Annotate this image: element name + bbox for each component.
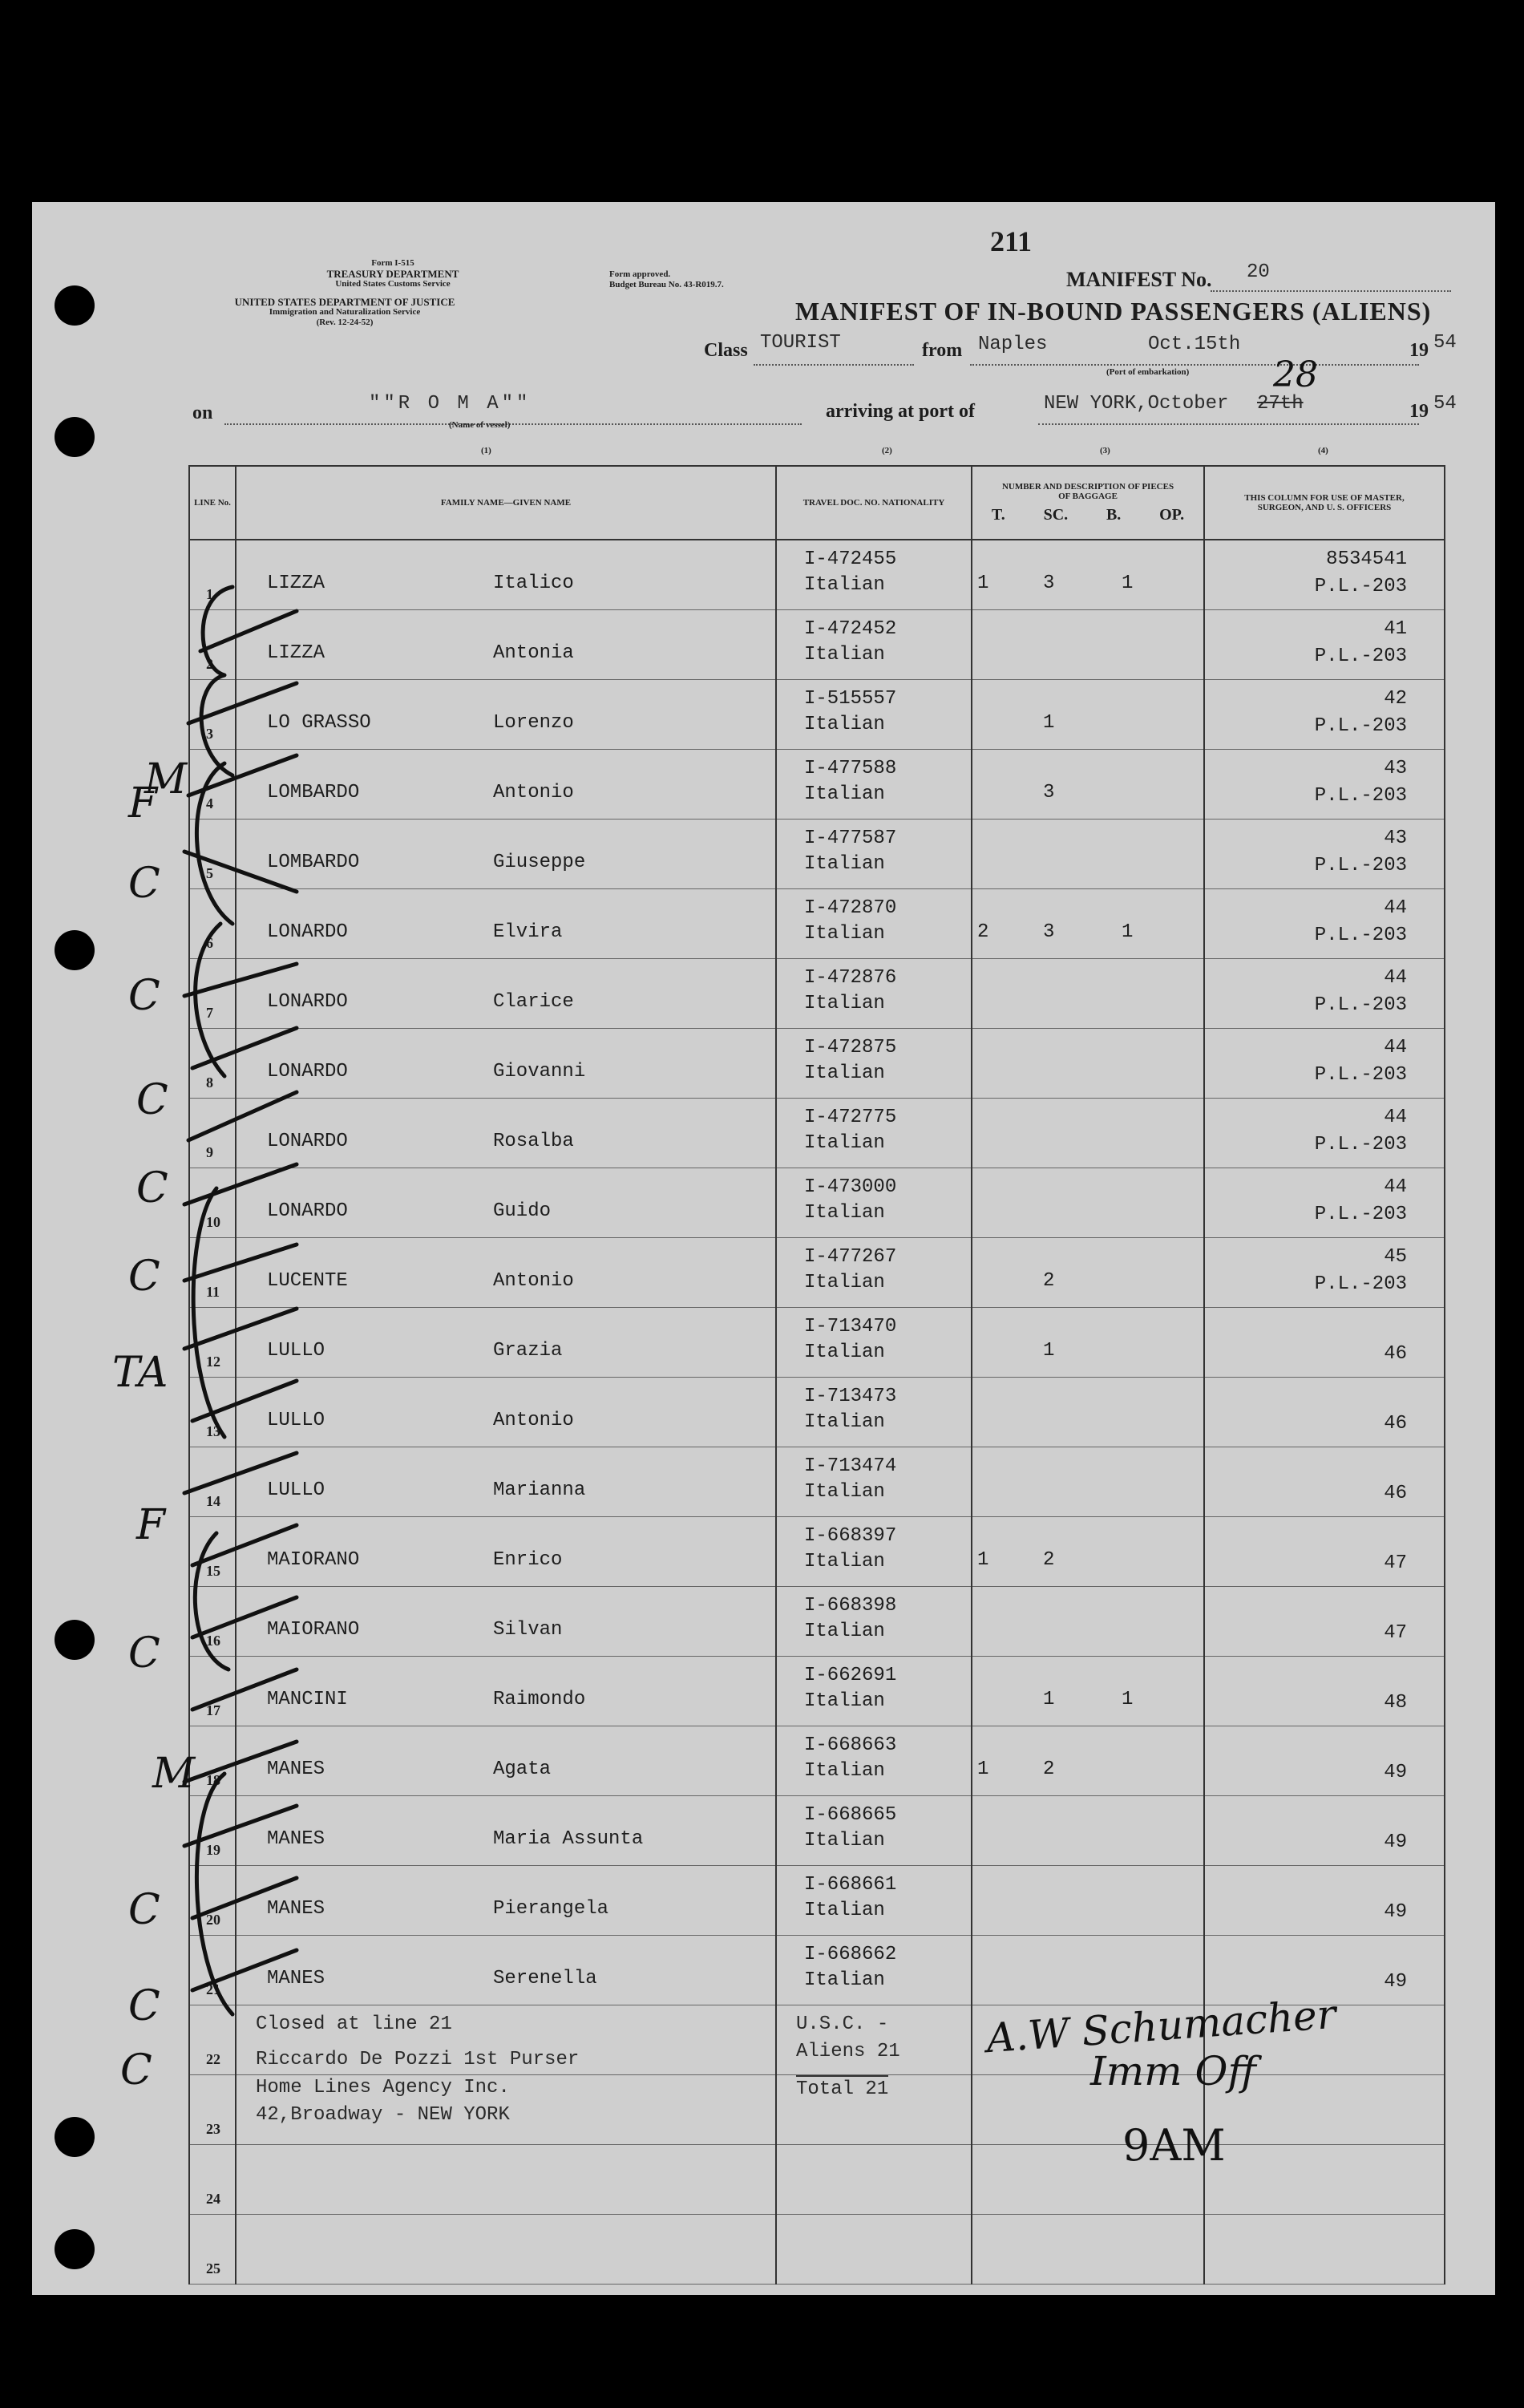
travel-doc-number: I-472876 bbox=[804, 967, 897, 989]
officer-note-1: 44 bbox=[1384, 967, 1407, 989]
arrival-port-date: NEW YORK,October bbox=[1044, 393, 1229, 415]
given-name: Antonia bbox=[493, 642, 574, 664]
officer-note-2: 49 bbox=[1384, 1831, 1407, 1853]
officer-note-2: P.L.-203 bbox=[1314, 855, 1407, 876]
officer-note-2: P.L.-203 bbox=[1314, 715, 1407, 737]
officer-note-1: 8534541 bbox=[1326, 548, 1407, 570]
margin-note: C bbox=[128, 1253, 160, 1301]
travel-doc-number: I-668663 bbox=[804, 1734, 897, 1756]
bag-suitcases: 3 bbox=[1043, 573, 1055, 594]
nationality: Italian bbox=[804, 1900, 885, 1921]
given-name: Giuseppe bbox=[493, 852, 586, 873]
family-name: LIZZA bbox=[267, 573, 325, 594]
col-travel-doc: TRAVEL DOC. NO. NATIONALITY bbox=[776, 466, 972, 540]
family-name: MAIORANO bbox=[267, 1549, 360, 1571]
table-row bbox=[189, 1657, 1445, 1726]
family-name: MANCINI bbox=[267, 1689, 348, 1710]
given-name: Lorenzo bbox=[493, 712, 574, 734]
bag-suitcases: 1 bbox=[1043, 1340, 1055, 1362]
officer-note-1: 45 bbox=[1384, 1246, 1407, 1268]
family-name: LOMBARDO bbox=[267, 782, 360, 803]
nationality: Italian bbox=[804, 1481, 885, 1503]
given-name: Silvan bbox=[493, 1619, 563, 1641]
nationality: Italian bbox=[804, 714, 885, 735]
binder-hole bbox=[55, 417, 95, 457]
margin-note: C bbox=[128, 1886, 160, 1934]
family-name: LONARDO bbox=[267, 1200, 348, 1222]
nationality: Italian bbox=[804, 1830, 885, 1852]
col-num-4: (4) bbox=[1318, 446, 1328, 455]
line-number: 7 bbox=[206, 1005, 213, 1021]
bag-suitcases: 3 bbox=[1043, 782, 1055, 803]
margin-note: C bbox=[128, 860, 160, 908]
table-row bbox=[189, 610, 1445, 680]
bag-suitcases: 1 bbox=[1043, 1689, 1055, 1710]
arrival-day-crossed: 27th bbox=[1257, 393, 1304, 415]
closed-note: Closed at line 21 bbox=[256, 2013, 452, 2035]
line-number: 10 bbox=[206, 1214, 220, 1230]
nationality: Italian bbox=[804, 1411, 885, 1433]
nationality: Italian bbox=[804, 1621, 885, 1642]
margin-note: TA bbox=[112, 1349, 168, 1397]
given-name: Antonio bbox=[493, 782, 574, 803]
travel-doc-number: I-713474 bbox=[804, 1455, 897, 1477]
total-count: Total 21 bbox=[796, 2075, 888, 2100]
officer-note-2: P.L.-203 bbox=[1314, 1273, 1407, 1295]
purser: Riccardo De Pozzi 1st Purser bbox=[256, 2049, 580, 2070]
margin-note: C bbox=[136, 1076, 168, 1124]
bag-boxes: 1 bbox=[1122, 921, 1134, 943]
margin-note: F bbox=[136, 1501, 166, 1549]
family-name: MANES bbox=[267, 1828, 325, 1850]
nationality: Italian bbox=[804, 783, 885, 805]
given-name: Clarice bbox=[493, 991, 574, 1013]
from-port: Naples bbox=[978, 334, 1048, 355]
table-row bbox=[189, 1029, 1445, 1099]
col-num-2: (2) bbox=[882, 446, 892, 455]
table-row bbox=[189, 1726, 1445, 1796]
col-officers: THIS COLUMN FOR USE OF MASTER, SURGEON, AND U. S. OFFICERS bbox=[1204, 466, 1445, 540]
nationality: Italian bbox=[804, 574, 885, 596]
officer-note-2: P.L.-203 bbox=[1314, 576, 1407, 597]
family-name: MAIORANO bbox=[267, 1619, 360, 1641]
col-num-3: (3) bbox=[1100, 446, 1110, 455]
bag-boxes: 1 bbox=[1122, 573, 1134, 594]
line-number: 2 bbox=[206, 656, 213, 672]
vessel-name: ""R O M A"" bbox=[369, 393, 532, 415]
officer-note-2: 46 bbox=[1384, 1343, 1407, 1365]
travel-doc-number: I-662691 bbox=[804, 1665, 897, 1686]
table-header-row bbox=[189, 466, 1445, 540]
binder-hole bbox=[55, 1620, 95, 1660]
officer-note-2: 46 bbox=[1384, 1483, 1407, 1504]
given-name: Serenella bbox=[493, 1968, 597, 1989]
officer-note-1: 43 bbox=[1384, 828, 1407, 849]
line-number: 19 bbox=[206, 1842, 220, 1858]
family-name: MANES bbox=[267, 1898, 325, 1920]
family-name: MANES bbox=[267, 1968, 325, 1989]
margin-note: C bbox=[128, 972, 160, 1020]
travel-doc-number: I-713470 bbox=[804, 1316, 897, 1338]
given-name: Grazia bbox=[493, 1340, 563, 1362]
table-row bbox=[189, 1099, 1445, 1168]
bag-trunks: 1 bbox=[977, 1758, 989, 1780]
line-number: 11 bbox=[206, 1284, 220, 1300]
line-number: 15 bbox=[206, 1563, 220, 1579]
col-bag-op: OP. bbox=[1159, 505, 1185, 524]
inspector-title: Imm Off bbox=[1090, 2048, 1256, 2094]
line-number: 1 bbox=[206, 586, 213, 602]
bag-boxes: 1 bbox=[1122, 1689, 1134, 1710]
bag-suitcases: 3 bbox=[1043, 921, 1055, 943]
travel-doc-number: I-668661 bbox=[804, 1874, 897, 1896]
officer-note-2: 47 bbox=[1384, 1552, 1407, 1574]
travel-doc-number: I-515557 bbox=[804, 688, 897, 710]
margin-note: C bbox=[128, 1982, 160, 2030]
col-bag-b: B. bbox=[1106, 505, 1122, 524]
travel-doc-number: I-477587 bbox=[804, 828, 897, 849]
given-name: Enrico bbox=[493, 1549, 563, 1571]
year-prefix-1: 19 bbox=[1409, 340, 1429, 361]
departure-date: Oct.15th bbox=[1148, 334, 1241, 355]
agency: Home Lines Agency Inc. bbox=[256, 2077, 510, 2098]
given-name: Agata bbox=[493, 1758, 552, 1780]
officer-note-2: 49 bbox=[1384, 1971, 1407, 1993]
table-row bbox=[189, 1238, 1445, 1308]
nationality: Italian bbox=[804, 1132, 885, 1154]
line-number: 5 bbox=[206, 865, 213, 881]
margin-note: C bbox=[120, 2046, 152, 2094]
aliens-count: Aliens 21 bbox=[796, 2041, 900, 2062]
officer-note-2: P.L.-203 bbox=[1314, 1064, 1407, 1086]
officer-signature: A.W Schumacher bbox=[984, 1990, 1338, 2062]
officer-note-1: 41 bbox=[1384, 618, 1407, 640]
family-name: MANES bbox=[267, 1758, 325, 1780]
nationality: Italian bbox=[804, 923, 885, 945]
table-row: 22 Closed at line 21 Riccardo De Pozzi 1st Purser U.S.C. - Aliens 21 bbox=[189, 2005, 1445, 2075]
travel-doc-number: I-472455 bbox=[804, 548, 897, 570]
line-number: 13 bbox=[206, 1423, 220, 1439]
year-prefix-2: 19 bbox=[1409, 401, 1429, 422]
manifest-number: 20 bbox=[1247, 261, 1270, 283]
given-name: Marianna bbox=[493, 1479, 586, 1501]
page-number: 211 bbox=[990, 225, 1033, 257]
given-name: Giovanni bbox=[493, 1061, 586, 1083]
usc-count: U.S.C. - bbox=[796, 2013, 889, 2035]
table-row bbox=[189, 1168, 1445, 1238]
travel-doc-number: I-668665 bbox=[804, 1804, 897, 1826]
table-row: 24 bbox=[189, 2145, 1445, 2215]
table-row bbox=[189, 1378, 1445, 1447]
family-name: LOMBARDO bbox=[267, 852, 360, 873]
given-name: Pierangela bbox=[493, 1898, 609, 1920]
bag-trunks: 1 bbox=[977, 573, 989, 594]
officer-note-2: P.L.-203 bbox=[1314, 925, 1407, 946]
officer-note-1: 44 bbox=[1384, 897, 1407, 919]
table-row bbox=[189, 1517, 1445, 1587]
travel-doc-number: I-472870 bbox=[804, 897, 897, 919]
vessel-caption: (Name of vessel) bbox=[449, 420, 511, 430]
line-number: 12 bbox=[206, 1354, 220, 1370]
travel-doc-number: I-477267 bbox=[804, 1246, 897, 1268]
officer-note-1: 44 bbox=[1384, 1107, 1407, 1128]
given-name: Rosalba bbox=[493, 1131, 574, 1152]
given-name: Italico bbox=[493, 573, 574, 594]
officer-note-2: P.L.-203 bbox=[1314, 785, 1407, 807]
form-number: Form I-515 TREASURY DEPARTMENT United States Customs Service bbox=[326, 258, 459, 289]
officer-note-2: 48 bbox=[1384, 1692, 1407, 1714]
given-name: Maria Assunta bbox=[493, 1828, 644, 1850]
col-bag-sc: SC. bbox=[1043, 505, 1069, 524]
travel-doc-number: I-472452 bbox=[804, 618, 897, 640]
officer-note-2: P.L.-203 bbox=[1314, 1204, 1407, 1225]
line-number: 18 bbox=[206, 1772, 220, 1788]
port-embark-caption: (Port of embarkation) bbox=[1106, 367, 1190, 377]
line-number: 14 bbox=[206, 1493, 220, 1509]
col-name: FAMILY NAME—GIVEN NAME bbox=[236, 466, 776, 540]
arrival-day-corrected: 28 bbox=[1273, 354, 1318, 395]
officer-note-1: 42 bbox=[1384, 688, 1407, 710]
travel-doc-number: I-713473 bbox=[804, 1386, 897, 1407]
line-number: 3 bbox=[206, 726, 213, 742]
bag-suitcases: 2 bbox=[1043, 1270, 1055, 1292]
bag-suitcases: 2 bbox=[1043, 1549, 1055, 1571]
table-row bbox=[189, 1587, 1445, 1657]
table-row: 25 bbox=[189, 2215, 1445, 2285]
nationality: Italian bbox=[804, 1551, 885, 1572]
table-row bbox=[189, 680, 1445, 750]
table-row bbox=[189, 540, 1445, 610]
officer-note-2: 47 bbox=[1384, 1622, 1407, 1644]
table-row bbox=[189, 1447, 1445, 1517]
nationality: Italian bbox=[804, 1202, 885, 1224]
travel-doc-number: I-668398 bbox=[804, 1595, 897, 1617]
on-label: on bbox=[192, 403, 213, 423]
manifest-title: MANIFEST OF IN-BOUND PASSENGERS (ALIENS) bbox=[795, 297, 1432, 326]
given-name: Guido bbox=[493, 1200, 552, 1222]
line-number: 6 bbox=[206, 935, 213, 951]
table-row bbox=[189, 820, 1445, 889]
class-label: Class bbox=[704, 340, 748, 361]
family-name: LIZZA bbox=[267, 642, 325, 664]
margin-note: M bbox=[144, 755, 188, 803]
nationality: Italian bbox=[804, 644, 885, 666]
margin-note: C bbox=[128, 1629, 160, 1678]
manifest-number-label: MANIFEST No. bbox=[1066, 268, 1212, 291]
line-number: 17 bbox=[206, 1702, 220, 1718]
table-row: 23 Home Lines Agency Inc. 42,Broadway - NEW YORK Total 21 bbox=[189, 2075, 1445, 2145]
nationality: Italian bbox=[804, 1690, 885, 1712]
nationality: Italian bbox=[804, 1969, 885, 1991]
family-name: LULLO bbox=[267, 1479, 325, 1501]
given-name: Antonio bbox=[493, 1270, 574, 1292]
bag-trunks: 1 bbox=[977, 1549, 989, 1571]
line-number: 4 bbox=[206, 795, 213, 811]
table-row bbox=[189, 1796, 1445, 1866]
from-label: from bbox=[922, 340, 963, 361]
manifest-sheet bbox=[32, 202, 1495, 2295]
agency-address: 42,Broadway - NEW YORK bbox=[256, 2104, 510, 2126]
bag-trunks: 2 bbox=[977, 921, 989, 943]
line-number: 21 bbox=[206, 1981, 220, 1997]
officer-note-1: 44 bbox=[1384, 1037, 1407, 1058]
nationality: Italian bbox=[804, 1062, 885, 1084]
binder-hole bbox=[55, 2229, 95, 2269]
nationality: Italian bbox=[804, 993, 885, 1014]
table-row bbox=[189, 750, 1445, 820]
table-row bbox=[189, 959, 1445, 1029]
officer-note-2: P.L.-203 bbox=[1314, 994, 1407, 1016]
margin-note: C bbox=[136, 1164, 168, 1212]
officer-note-2: P.L.-203 bbox=[1314, 1134, 1407, 1155]
table-row bbox=[189, 1936, 1445, 2005]
margin-note: M bbox=[152, 1750, 196, 1798]
officer-note-2: 46 bbox=[1384, 1413, 1407, 1435]
justice-dept: UNITED STATES DEPARTMENT OF JUSTICE Immigration and Naturalization Service (Rev. 12-24-52) bbox=[234, 296, 455, 327]
officer-note-1: 44 bbox=[1384, 1176, 1407, 1198]
line-number: 8 bbox=[206, 1074, 213, 1091]
travel-doc-number: I-668662 bbox=[804, 1944, 897, 1965]
travel-doc-number: I-668397 bbox=[804, 1525, 897, 1547]
nationality: Italian bbox=[804, 1272, 885, 1293]
nationality: Italian bbox=[804, 1760, 885, 1782]
family-name: LONARDO bbox=[267, 1061, 348, 1083]
given-name: Raimondo bbox=[493, 1689, 586, 1710]
family-name: LUCENTE bbox=[267, 1270, 348, 1292]
nationality: Italian bbox=[804, 853, 885, 875]
family-name: LULLO bbox=[267, 1410, 325, 1431]
col-num-1: (1) bbox=[481, 446, 491, 455]
family-name: LULLO bbox=[267, 1340, 325, 1362]
officer-note-2: 49 bbox=[1384, 1762, 1407, 1783]
travel-doc-number: I-477588 bbox=[804, 758, 897, 779]
given-name: Antonio bbox=[493, 1410, 574, 1431]
family-name: LO GRASSO bbox=[267, 712, 371, 734]
line-number: 20 bbox=[206, 1912, 220, 1928]
officer-note-1: 43 bbox=[1384, 758, 1407, 779]
col-bag-t: T. bbox=[991, 505, 1005, 524]
officer-note-2: 49 bbox=[1384, 1901, 1407, 1923]
margin-note: F bbox=[128, 779, 158, 828]
bag-suitcases: 2 bbox=[1043, 1758, 1055, 1780]
nationality: Italian bbox=[804, 1342, 885, 1363]
line-number: 16 bbox=[206, 1633, 220, 1649]
col-line-no: LINE No. bbox=[189, 466, 236, 540]
family-name: LONARDO bbox=[267, 1131, 348, 1152]
line-number: 9 bbox=[206, 1144, 213, 1160]
table-row bbox=[189, 889, 1445, 959]
travel-doc-number: I-472775 bbox=[804, 1107, 897, 1128]
binder-hole bbox=[55, 930, 95, 970]
arriving-label: arriving at port of bbox=[826, 401, 975, 422]
inspection-time: 9AM bbox=[1122, 2120, 1226, 2171]
bag-suitcases: 1 bbox=[1043, 712, 1055, 734]
officer-note-2: P.L.-203 bbox=[1314, 646, 1407, 667]
binder-hole bbox=[55, 2117, 95, 2157]
form-approved: Form approved. Budget Bureau No. 43-R019.7. bbox=[609, 269, 724, 289]
given-name: Elvira bbox=[493, 921, 563, 943]
class-value: TOURIST bbox=[760, 332, 841, 354]
binder-hole bbox=[55, 285, 95, 326]
table-row bbox=[189, 1308, 1445, 1378]
year-2: 54 bbox=[1433, 393, 1457, 415]
col-baggage: NUMBER AND DESCRIPTION OF PIECES OF BAGGAGE T. SC. B. OP. bbox=[972, 466, 1204, 540]
year-1: 54 bbox=[1433, 332, 1457, 354]
margin-brackets bbox=[32, 202, 353, 2295]
travel-doc-number: I-473000 bbox=[804, 1176, 897, 1198]
family-name: LONARDO bbox=[267, 991, 348, 1013]
table-row bbox=[189, 1866, 1445, 1936]
travel-doc-number: I-472875 bbox=[804, 1037, 897, 1058]
family-name: LONARDO bbox=[267, 921, 348, 943]
